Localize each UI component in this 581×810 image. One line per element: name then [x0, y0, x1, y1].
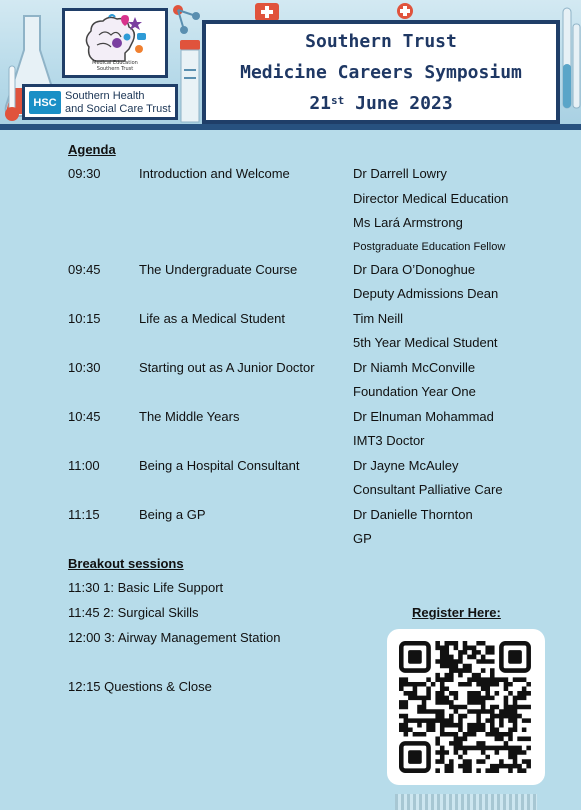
first-aid-icon-2	[392, 2, 418, 20]
agenda-time: 09:45	[68, 262, 101, 277]
agenda-time: 11:00	[68, 458, 100, 473]
thermometer-icon	[0, 64, 24, 124]
qr-code-icon	[399, 641, 533, 773]
agenda-speaker: Dr Danielle Thornton	[353, 507, 473, 522]
pill-bottle-icon	[178, 40, 202, 124]
register-qr-code[interactable]	[387, 629, 545, 785]
molecule-icon	[170, 2, 204, 36]
agenda-speaker: Dr Niamh McConville	[353, 360, 476, 375]
agenda-session: The Undergraduate Course	[139, 262, 298, 277]
agenda-time: 10:45	[68, 409, 101, 424]
agenda-heading: Agenda	[68, 142, 116, 157]
agenda-speaker-role: Postgraduate Education Fellow	[353, 241, 506, 253]
agenda-time: 09:30	[68, 166, 101, 181]
medical-education-logo	[62, 8, 168, 78]
qr-finder-pattern	[501, 643, 528, 670]
event-organiser: Southern Trust	[305, 30, 457, 52]
register-heading: Register Here:	[412, 605, 501, 620]
hsc-badge: HSC	[29, 91, 61, 114]
breakout-heading: Breakout sessions	[68, 556, 184, 571]
event-title-box	[202, 20, 560, 124]
agenda-speaker: Dr Dara O’Donoghue	[353, 262, 476, 277]
agenda-speaker-role: GP	[353, 531, 372, 546]
agenda-session: Life as a Medical Student	[139, 311, 285, 326]
event-title: Medicine Careers Symposium	[240, 61, 522, 83]
qr-finder-pattern	[401, 643, 428, 670]
agenda-time: 11:15	[68, 507, 100, 522]
hsc-logo	[22, 84, 178, 120]
brain-logo-icon	[81, 13, 149, 65]
agenda-speaker-role: 5th Year Medical Student	[353, 335, 498, 350]
agenda-time: 10:30	[68, 360, 101, 375]
test-tubes-icon	[560, 4, 581, 114]
agenda-speaker: Dr Elnuman Mohammad	[353, 409, 494, 424]
closing-session: 12:15 Questions & Close	[68, 679, 212, 694]
logo-caption: Medical Education Southern Trust	[92, 60, 138, 72]
agenda-speaker: Ms Lará Armstrong	[353, 215, 463, 230]
qr-reflection	[395, 794, 537, 810]
agenda-session: Being a GP	[139, 507, 206, 522]
agenda-speaker-role: Consultant Palliative Care	[353, 482, 503, 497]
agenda-session: Introduction and Welcome	[139, 166, 290, 181]
header-divider	[0, 124, 581, 130]
agenda-time: 10:15	[68, 311, 101, 326]
first-aid-icon	[254, 2, 280, 22]
hsc-trust-name: Southern Health and Social Care Trust	[65, 90, 171, 115]
agenda-session: Being a Hospital Consultant	[139, 458, 300, 473]
event-date: 21st June 2023	[309, 92, 453, 114]
agenda-speaker: Dr Darrell Lowry	[353, 166, 447, 181]
breakout-item: 11:45 2: Surgical Skills	[68, 605, 199, 620]
agenda-speaker-role: Director Medical Education	[353, 191, 509, 206]
agenda-speaker-role: Deputy Admissions Dean	[353, 286, 499, 301]
breakout-item: 11:30 1: Basic Life Support	[68, 580, 224, 595]
breakout-item: 12:00 3: Airway Management Station	[68, 630, 281, 645]
agenda-speaker: Dr Jayne McAuley	[353, 458, 459, 473]
agenda-session: Starting out as A Junior Doctor	[139, 360, 315, 375]
agenda-speaker: Tim Neill	[353, 311, 404, 326]
qr-finder-pattern	[401, 743, 428, 770]
agenda-speaker-role: IMT3 Doctor	[353, 433, 425, 448]
agenda-session: The Middle Years	[139, 409, 240, 424]
agenda-speaker-role: Foundation Year One	[353, 384, 476, 399]
